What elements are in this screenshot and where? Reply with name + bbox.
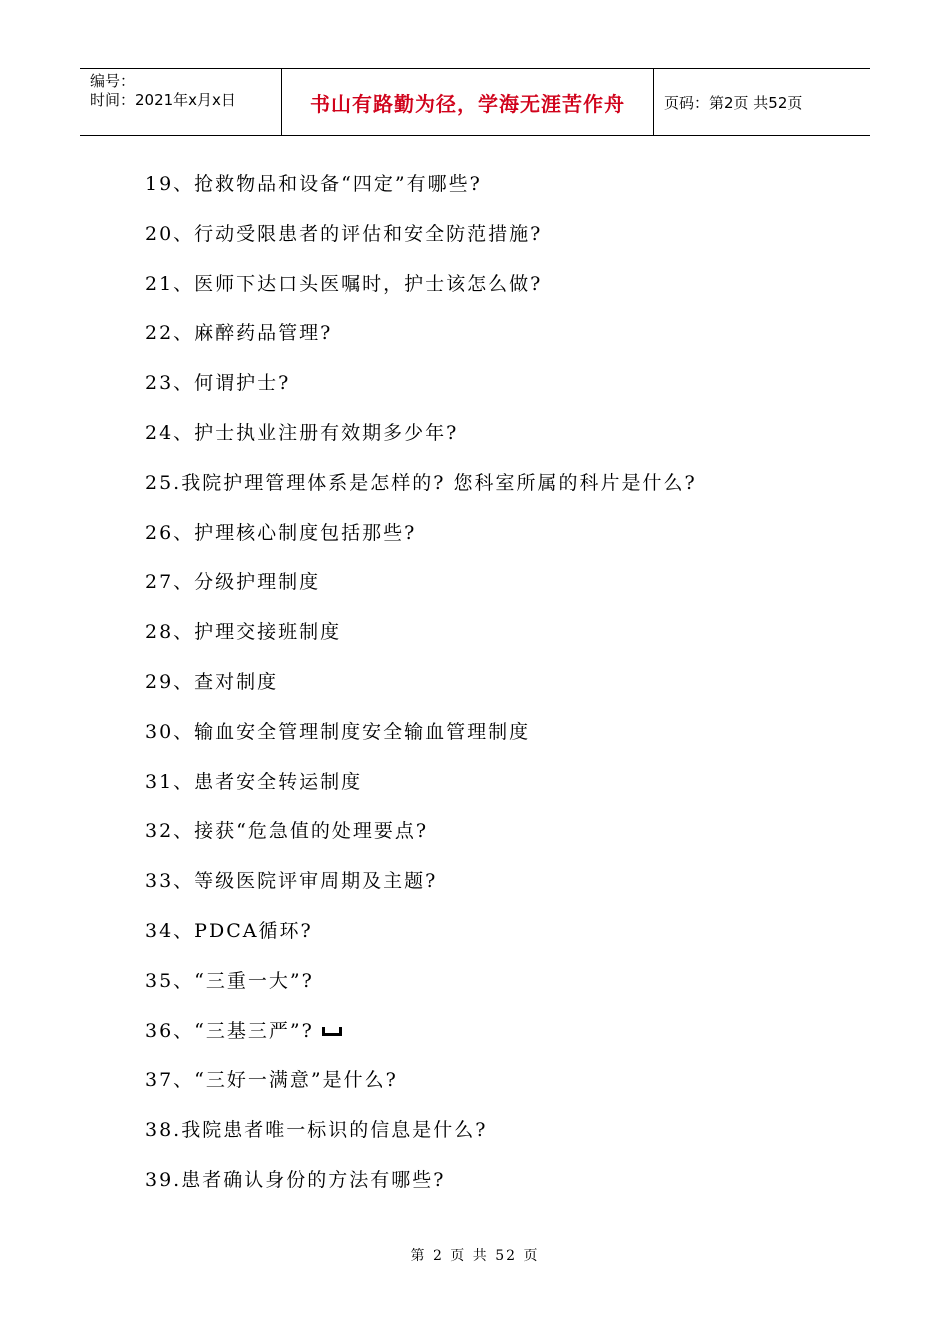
question-item [145, 857, 845, 907]
question-text: 24、护士执业注册有效期多少年? [145, 421, 459, 444]
question-text: 31、患者安全转运制度 [145, 770, 363, 793]
question-text: 30、输血安全管理制度安全输血管理制度 [145, 720, 531, 743]
question-item [145, 957, 845, 1007]
question-text: 39.患者确认身份的方法有哪些? [145, 1168, 446, 1191]
question-item [145, 309, 845, 359]
question-text: 29、查对制度 [145, 670, 279, 693]
question-text: 36、“三基三严”? [145, 1019, 314, 1042]
question-item [145, 509, 845, 559]
question-item [145, 608, 845, 658]
header-meta [80, 69, 282, 135]
document-date: 时间：2021年x月x日 [90, 91, 236, 109]
question-text: 26、护理核心制度包括那些? [145, 521, 417, 544]
question-item [145, 1156, 845, 1206]
header-page-info: 页码：第2页 共52页 [664, 93, 803, 112]
question-item [145, 558, 845, 608]
question-item [145, 758, 845, 808]
question-text: 19、抢救物品和设备“四定”有哪些? [145, 173, 482, 195]
question-item [145, 1056, 845, 1106]
question-item [145, 260, 845, 310]
question-text: 20、行动受限患者的评估和安全防范措施? [145, 222, 543, 245]
question-text: 28、护理交接班制度 [145, 621, 342, 644]
question-item [145, 708, 845, 758]
question-text: 27、分级护理制度 [145, 571, 321, 594]
page-footer: 第 2 页 共 52 页 [410, 1248, 540, 1264]
question-item [145, 1106, 845, 1156]
question-item [145, 409, 845, 459]
document-number-label: 编号： [90, 72, 136, 90]
question-text: 37、“三好一满意”是什么? [145, 1069, 398, 1092]
question-text: 21、医师下达口头医嘱时，护士该怎么做? [145, 272, 543, 295]
page-header [80, 68, 870, 136]
question-text: 33、等级医院评审周期及主题? [145, 870, 438, 893]
question-item [145, 807, 845, 857]
question-item [145, 210, 845, 260]
question-text: 22、麻醉药品管理? [145, 322, 333, 345]
question-list [145, 160, 845, 1206]
question-text: 32、接获“危急值的处理要点? [145, 820, 429, 843]
question-text: 35、“三重一大”? [145, 969, 314, 992]
question-item [145, 658, 845, 708]
question-item [145, 359, 845, 409]
question-text: 23、何谓护士? [145, 372, 291, 395]
header-motto: 书山有路勤为径，学海无涯苦作舟 [282, 69, 654, 135]
question-item [145, 1007, 845, 1057]
bracket-mark-icon [322, 1027, 342, 1036]
question-item [145, 160, 845, 210]
question-item [145, 907, 845, 957]
question-text: 38.我院患者唯一标识的信息是什么? [145, 1119, 488, 1142]
question-text: 34、PDCA循环? [145, 919, 313, 942]
question-text: 25.我院护理管理体系是怎样的? 您科室所属的科片是什么? [145, 471, 697, 494]
question-item [145, 459, 845, 509]
